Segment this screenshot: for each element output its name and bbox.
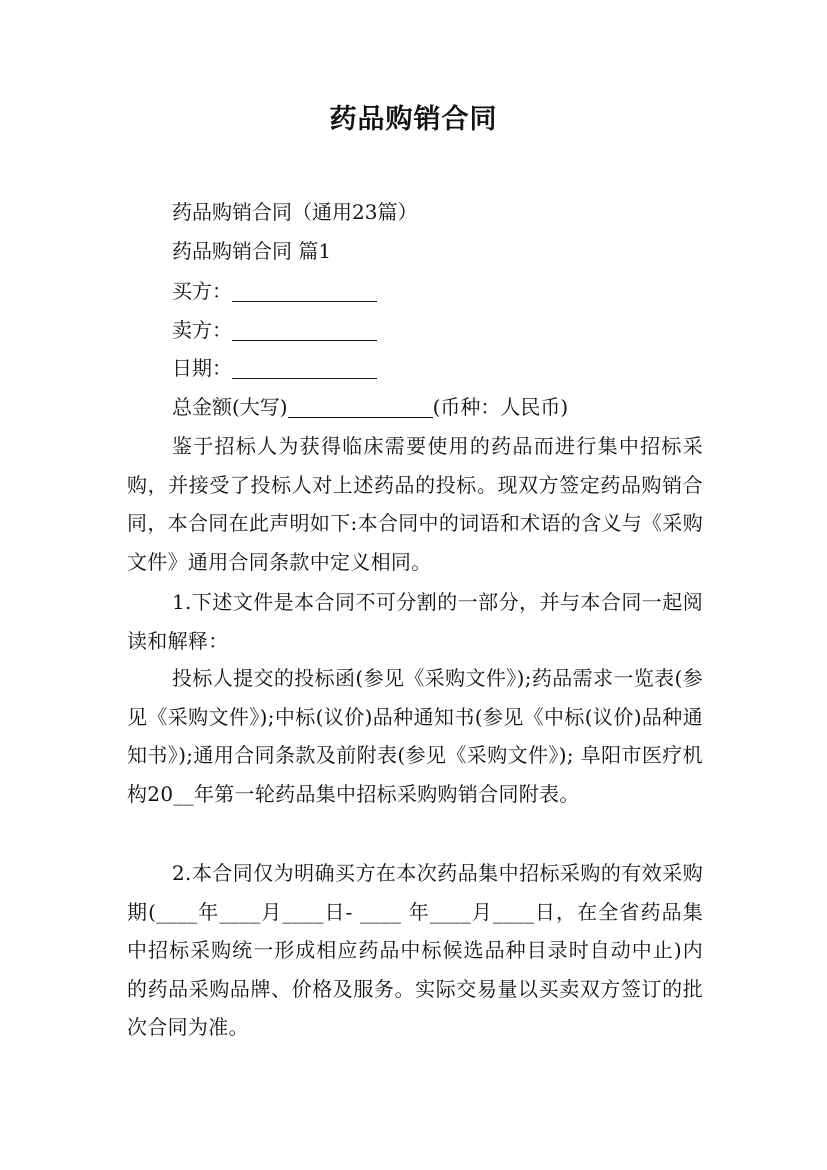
currency-note: (币种：人民币) [432,395,569,419]
amount-line [172,393,568,421]
seller-label: 卖方： [172,318,232,342]
seller-blank [232,318,377,341]
section-heading: 药品购销合同 篇1 [172,239,332,263]
buyer-label: 买方： [172,279,232,303]
date-label: 日期： [172,356,232,380]
paragraph-document-list: 投标人提交的投标函(参见《采购文件》);药品需求一览表(参见《采购文件》);中标(议价)品种通知书(参见《中标(议价)品种通知书》);通用合同条款及前附表(参见《采购文件》); 阜阳市医疗机构20__年第一轮药品集中招标采购购销合同附表。 [127,666,703,806]
paragraph-preamble: 鉴于招标人为获得临床需要使用的药品而进行集中招标采购，并接受了投标人对上述药品的投标。现双方签定药品购销合同，本合同在此声明如下:本合同中的词语和术语的含义与《采购文件》通用合同条款中定义相同。 [127,434,703,574]
buyer-line [172,277,377,305]
date-blank [232,356,377,379]
date-line [172,354,377,382]
amount-label: 总金额(大写) [172,395,288,419]
amount-blank [288,395,433,418]
seller-line [172,316,377,344]
paragraph-clause-2: 2.本合同仅为明确买方在本次药品集中招标采购的有效采购期(____年____月____日- ____ 年____月____日，在全省药品集中招标采购统一形成相应药品中标候选品种目录时自动中止)内的药品采购品牌、价格及服务。实际交易量以买卖双方签订的批次合同为准。 [127,861,703,1040]
paragraph-clause-1: 1.下述文件是本合同不可分割的一部分，并与本合同一起阅读和解释： [127,590,703,653]
document-title: 药品购销合同 [329,104,498,135]
buyer-blank [232,279,377,302]
document-subtitle: 药品购销合同（通用23篇） [172,200,418,224]
